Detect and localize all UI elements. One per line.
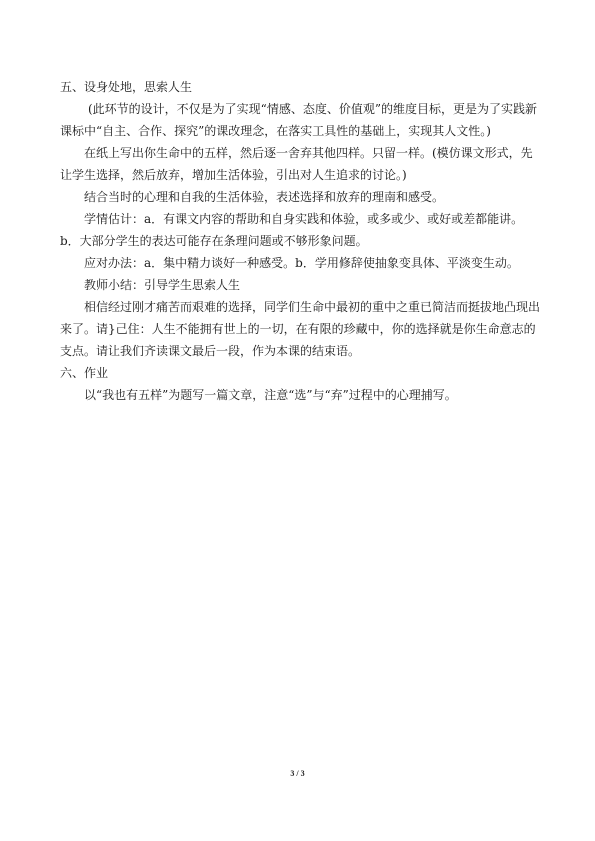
document-body xyxy=(60,76,540,406)
task-paragraph: 在纸上写出你生命中的五样，然后逐一舍弃其他四样。只留一样。(模仿课文形式，先让学生选择，然后放弃，增加生活体验，引出对人生追求的讨论。) xyxy=(60,146,533,182)
design-note-paragraph: (此环节的设计，不仅是为了实现“情感、态度、价值观”的维度目标，更是为了实践新课标中“自主、合作、探究”的课改理念，在落实工具性的基础上，实现其人文性。) xyxy=(60,102,537,138)
solution-paragraph: 应对办法：a．集中精力谈好一种感受。b．学用修辞使抽象变具体、平淡变生动。 xyxy=(84,256,519,270)
homework-paragraph: 以“我也有五样”为题写一篇文章，注意“选”与“弃”过程中的心理捕写。 xyxy=(84,388,457,402)
combine-paragraph: 结合当时的心理和自我的生活体验，表述选择和放弃的理南和感受。 xyxy=(84,190,445,204)
section-six-heading: 六、作业 xyxy=(60,366,109,380)
estimate-b-paragraph: b．大部分学生的表达可能存在条理问题或不够形象问题。 xyxy=(60,234,368,248)
summary-title-paragraph: 教师小结：引导学生思索人生 xyxy=(84,278,241,292)
page-number: 3 / 3 xyxy=(290,769,305,778)
estimate-paragraph: 学情估计：a．有课文内容的帮助和自身实践和体验，或多或少、或好或差都能讲。 xyxy=(84,212,524,226)
summary-text-paragraph: 相信经过刚才痛苦而艰难的选择，同学们生命中最初的重中之重已简洁而挺拔地凸现出来了。请}己住：人生不能拥有世上的一切，在有限的珍藏中，你的选择就是你生命意志的支点。请让我们齐读课文最后一段，作为本课的结束语。 xyxy=(60,300,541,358)
section-five-heading: 五、设身处地，思索人生 xyxy=(60,80,193,94)
